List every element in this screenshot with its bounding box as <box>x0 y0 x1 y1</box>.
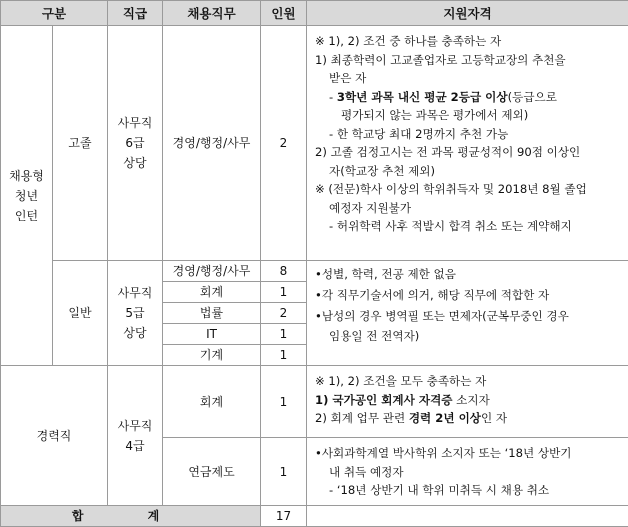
total-empty <box>307 506 628 527</box>
youth-general-name: 일반 <box>53 261 108 366</box>
count-cell: 8 <box>261 261 307 282</box>
count-cell: 1 <box>261 345 307 366</box>
header-gubun: 구분 <box>1 1 108 26</box>
total-label: 합 계 <box>1 506 261 527</box>
job-cell: 기계 <box>163 345 261 366</box>
header-jagyeok: 지원자격 <box>307 1 628 26</box>
youth-high-job: 경영/행정/사무 <box>163 26 261 261</box>
career-pension-count: 1 <box>261 438 307 506</box>
job-cell: 법률 <box>163 303 261 324</box>
youth-high-qualifications: ※ 1), 2) 조건 중 하나를 충족하는 자 1) 최종학력이 고교졸업자로 고등학교장의 추천을 받은 자 - 3학년 과목 내신 평균 2등급 이상(등급으로 평가되지 않는 과목은 평가에서 제외) - 한 학교당 최대 2명까지 추천 가능 2) 고졸 검정고시는 전 과목 평균성적이 90점 이상인 자(학교장 추천 제외) ※ (전문)학사 이상의 학위취득자 및 2018년 8월 졸업 예정자 지원불가 - 허위학력 사후 적발시 합격 취소 또는 계약해지 <box>307 26 628 261</box>
youth-high-grade: 사무직 6급 상당 <box>108 26 163 261</box>
count-cell: 1 <box>261 324 307 345</box>
career-acct-job: 회계 <box>163 366 261 438</box>
career-grade: 사무직 4급 <box>108 366 163 506</box>
job-cell: 경영/행정/사무 <box>163 261 261 282</box>
career-acct-qualifications: ※ 1), 2) 조건을 모두 충족하는 자 1) 국가공인 회계사 자격증 소지자 2) 회계 업무 관련 경력 2년 이상인 자 <box>307 366 628 438</box>
youth-general-qualifications: •성별, 학력, 전공 제한 없음 •각 직무기술서에 의거, 해당 직무에 적합한 자 •남성의 경우 병역필 또는 면제자(군복무중인 경우 임용일 전 전역자) <box>307 261 628 366</box>
career-acct-count: 1 <box>261 366 307 438</box>
header-jikgeup: 직급 <box>108 1 163 26</box>
youth-category: 채용형 청년 인턴 <box>1 26 53 366</box>
table-row <box>1 366 628 438</box>
job-cell: 회계 <box>163 282 261 303</box>
career-pension-qualifications: •사회과학계열 박사학위 소지자 또는 ‘18년 상반기 내 취득 예정자 - ‘18년 상반기 내 학위 미취득 시 채용 취소 <box>307 438 628 506</box>
total-row <box>1 506 628 527</box>
header-inwon: 인원 <box>261 1 307 26</box>
career-category: 경력직 <box>1 366 108 506</box>
job-cell: IT <box>163 324 261 345</box>
header-row <box>1 1 628 26</box>
youth-high-name: 고졸 <box>53 26 108 261</box>
table-row <box>1 26 628 261</box>
count-cell: 1 <box>261 282 307 303</box>
total-count: 17 <box>261 506 307 527</box>
youth-general-grade: 사무직 5급 상당 <box>108 261 163 366</box>
header-jikmu: 채용직무 <box>163 1 261 26</box>
count-cell: 2 <box>261 303 307 324</box>
career-pension-job: 연금제도 <box>163 438 261 506</box>
table-row <box>1 261 628 282</box>
youth-high-count: 2 <box>261 26 307 261</box>
